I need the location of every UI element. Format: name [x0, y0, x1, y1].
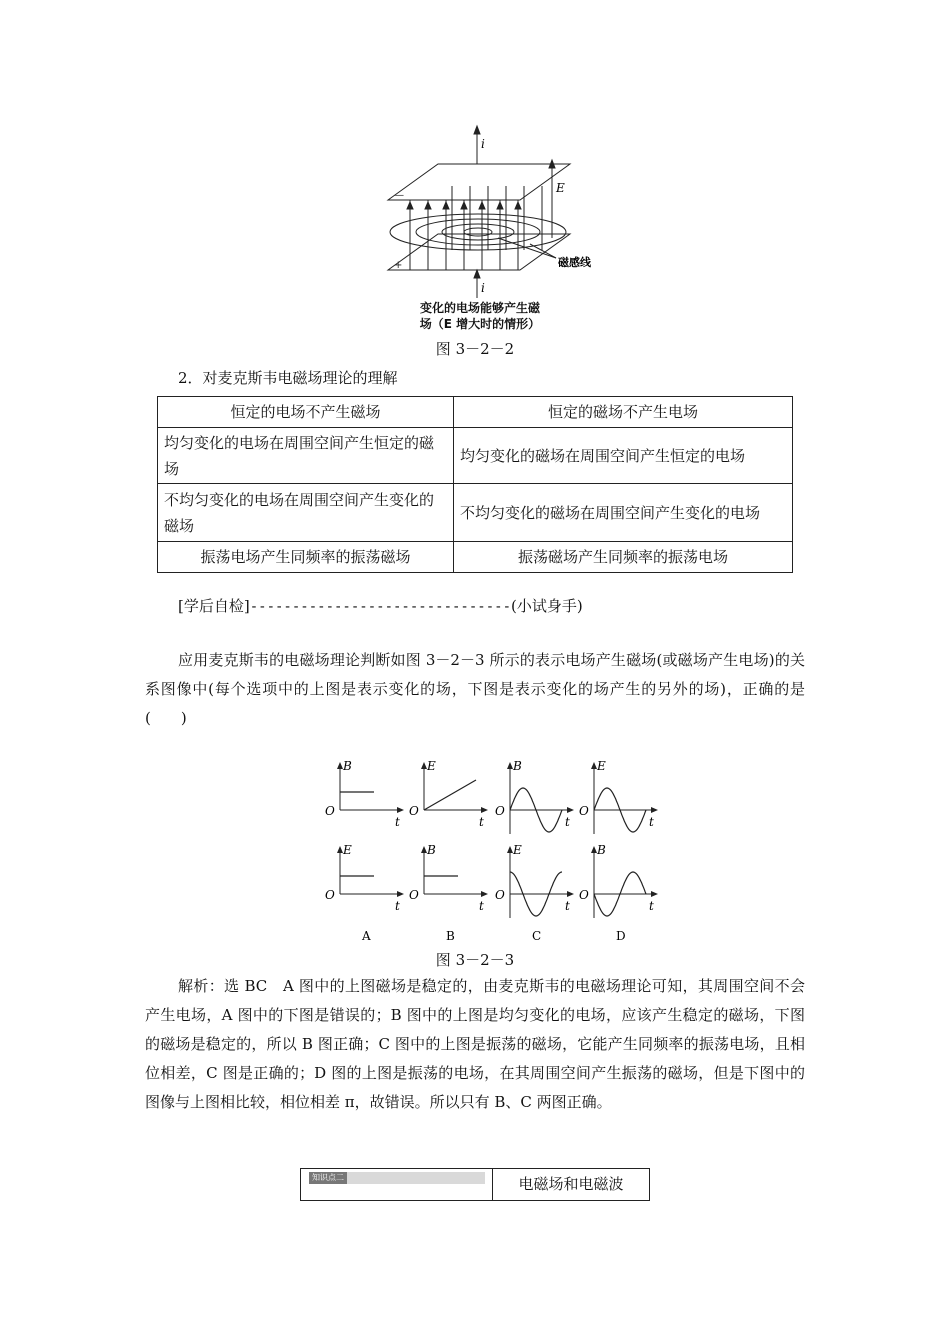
t-axis-label: t [479, 899, 484, 913]
x-axis-arrow [397, 891, 404, 897]
table-cell: 恒定的磁场不产生电场 [454, 397, 793, 428]
axis-label: E [343, 843, 352, 857]
question-text: 应用麦克斯韦的电磁场理论判断如图 3－2－3 所示的表示电场产生磁场(或磁场产生电场)的关系图像中(每个选项中的上图是表示变化的场，下图是表示变化的场产生的另外的场)，正确的是 ( ) [145, 651, 836, 727]
x-axis-arrow [397, 807, 404, 813]
comparison-table [157, 396, 793, 573]
caption-line-1: 变化的电场能够产生磁 [419, 301, 540, 315]
svg-text:—: — [394, 190, 404, 201]
self-check-heading [178, 592, 583, 622]
table-row [158, 542, 793, 573]
table-cell: 振荡电场产生同频率的振荡磁场 [158, 542, 454, 573]
axis-label: B [513, 759, 522, 773]
svg-text:+: + [394, 260, 403, 271]
figure-1-number: 图 3－2－2 [435, 340, 515, 358]
axis-label: B [427, 843, 436, 857]
option-letter: B [446, 929, 455, 943]
origin-label: O [409, 804, 419, 818]
axis-label: E [427, 759, 436, 773]
table-cell: 振荡磁场产生同频率的振荡电场 [454, 542, 793, 573]
table-row [158, 484, 793, 542]
caption-line-2: 场（E 增大时的情形） [419, 317, 541, 331]
origin-label: O [325, 888, 335, 902]
t-axis-label: t [565, 899, 570, 913]
self-check-tail: (小试身手) [511, 597, 583, 615]
option-letter: C [532, 929, 542, 943]
knowledge-point-box [300, 1168, 650, 1201]
option-letter: D [616, 929, 626, 943]
current-label-bottom: i [481, 281, 485, 295]
knowledge-point-tag: 知识点二 [309, 1172, 485, 1184]
t-axis-label: t [479, 815, 484, 829]
capacitor-field-diagram [380, 120, 610, 300]
figure-3-2-2 [380, 120, 610, 335]
t-axis-label: t [649, 815, 654, 829]
self-check-dashes: ------------------------------- [249, 599, 512, 615]
table-row [158, 397, 793, 428]
t-axis-label: t [395, 815, 400, 829]
self-check-label: [学后自检] [178, 597, 250, 615]
curve [424, 780, 476, 810]
origin-label: O [495, 804, 505, 818]
figure-1-caption [400, 300, 560, 332]
table-row [158, 428, 793, 484]
origin-label: O [325, 804, 335, 818]
option-letter: A [362, 929, 371, 943]
table-cell: 恒定的电场不产生磁场 [158, 397, 454, 428]
table-cell: 不均匀变化的磁场在周围空间产生变化的电场 [454, 484, 793, 542]
origin-label: O [409, 888, 419, 902]
x-axis-arrow [567, 807, 574, 813]
t-axis-label: t [395, 899, 400, 913]
figure-2-number: 图 3－2－3 [435, 951, 515, 969]
x-axis-arrow [651, 891, 658, 897]
origin-label: O [579, 804, 589, 818]
axis-label: B [597, 843, 606, 857]
t-axis-label: t [565, 815, 570, 829]
section-2-title: 2．对麦克斯韦电磁场理论的理解 [178, 369, 398, 387]
axis-label: B [343, 759, 352, 773]
knowledge-point-tag-cell [301, 1169, 493, 1200]
options-figure [318, 758, 658, 948]
x-axis-arrow [651, 807, 658, 813]
axis-label: E [597, 759, 606, 773]
current-label-top: i [481, 137, 485, 151]
table-cell: 均匀变化的电场在周围空间产生恒定的磁场 [158, 428, 454, 484]
t-axis-label: t [649, 899, 654, 913]
table-cell: 不均匀变化的电场在周围空间产生变化的磁场 [158, 484, 454, 542]
x-axis-arrow [481, 891, 488, 897]
axis-label: E [513, 843, 522, 857]
table-cell: 均匀变化的磁场在周围空间产生恒定的电场 [454, 428, 793, 484]
origin-label: O [579, 888, 589, 902]
x-axis-arrow [481, 807, 488, 813]
analysis-text: 解析：选 BC A 图中的上图磁场是稳定的，由麦克斯韦的电磁场理论可知，其周围空间不会产生电场，A 图中的下图是错误的；B 图中的上图是均匀变化的电场，应该产生稳定的磁场，下图的磁场是稳定的，所以 B 图正确；C 图中的上图是振荡的磁场，它能产生同频率的振荡电场，且相位相差，C 图是正确的；D 图的上图是振荡的电场，在其周围空间产生振荡的磁场，但是下图中的图像与上图相比较，相位相差 π，故错误。所以只有 B、C 两图正确。 [145, 977, 805, 1111]
origin-label: O [495, 888, 505, 902]
knowledge-point-title: 电磁场和电磁波 [518, 1175, 624, 1193]
x-axis-arrow [567, 891, 574, 897]
magnetic-lines-label: 磁感线 [558, 256, 591, 269]
field-label: E [556, 181, 565, 195]
